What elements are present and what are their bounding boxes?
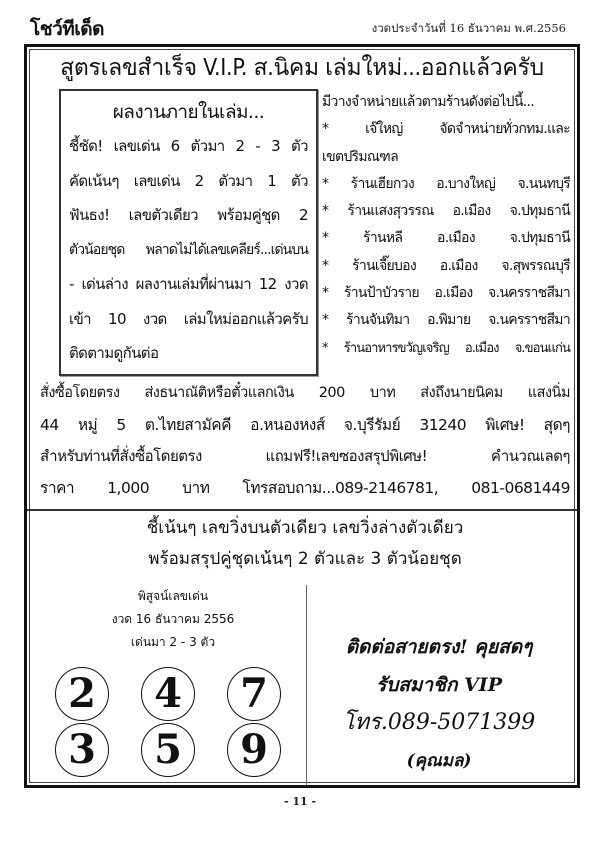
magazine-brand: โชว์ทีเด็ด <box>30 18 104 40</box>
membership-line: รับสมาชิก VIP <box>376 674 502 696</box>
digit-circle: 7 <box>227 667 281 721</box>
store-item: * ร้านอาหารขวัญเจริญ อ.เมือง จ.ขอนแก่น <box>322 340 570 356</box>
order-line: สำหรับท่านที่สั่งซื้อโดยตรง แถมฟรี!เลขซองสรุปพิเศษ! คำนวณเลดๆ <box>40 447 570 465</box>
section-divider <box>27 509 577 511</box>
results-line: คัดเน้นๆ เลขเด่น 2 ตัวมา 1 ตัว <box>69 171 308 190</box>
store-item: * ร้านแสงสุวรรณ อ.เมือง จ.ปทุมธานี <box>322 203 570 220</box>
proof-draw-date: งวด 16 ธันวาคม 2556 <box>111 612 235 626</box>
results-line: ฟันธง! เลขตัวเดียว พร้อมคู่ชุด 2 <box>69 206 308 224</box>
results-line: ตัวน้อยชุด พลาดไม่ได้เลขเคลียร์...เด่นบน <box>69 241 308 258</box>
store-item: * ร้านเฮียกวง อ.บางใหญ่ จ.นนทบุรี <box>322 175 570 192</box>
results-line: - เด่นล่าง ผลงานเล่มที่ผ่านมา 12 งวด <box>69 275 308 293</box>
main-distributor: * เจ๊ใหญ่ จัดจำหน่ายทั่วกทม.และ <box>322 121 570 138</box>
proof-section <box>40 585 306 654</box>
main-distributor-cont: เขตปริมณฑล <box>322 148 398 165</box>
column-divider <box>306 585 307 785</box>
headline: สูตรเลขสำเร็จ V.I.P. ส.นิคม เล่มใหม่...ออกแล้วครับ <box>60 55 544 81</box>
store-item: * ร้านจันทิมา อ.พิมาย จ.นครราชสีมา <box>322 312 570 329</box>
contact-section <box>308 628 570 780</box>
contact-phone: โทร.089-5071399 <box>342 710 536 735</box>
digit-circle: 3 <box>55 723 109 777</box>
digit-circle: 4 <box>141 667 195 721</box>
lucky-digits-grid <box>55 667 295 777</box>
order-info <box>40 378 570 504</box>
results-line: ติดตามดูกันต่อ <box>69 344 159 362</box>
store-item: * ร้านหลี อ.เมือง จ.ปทุมธานี <box>322 230 570 247</box>
distribution-list <box>322 89 570 362</box>
store-item: * ร้านเจี๊ยบอง อ.เมือง จ.สุพรรณบุรี <box>322 257 570 274</box>
promo-banner <box>40 513 570 575</box>
order-line: 44 หมู่ 5 ต.ไทยสามัคคี อ.หนองหงส์ จ.บุรีรัมย์ 31240 พิเศษ! สุดๆ <box>40 415 570 434</box>
page-number: - 11 - <box>283 795 317 808</box>
contact-name: (คุณมล) <box>406 751 472 771</box>
proof-title: พิสูจน์เลขเด่น <box>137 589 209 603</box>
results-title: ผลงานภายในเล่ม... <box>112 101 265 123</box>
issue-date: งวดประจำวันที่ 16 ธันวาคม พ.ศ.2556 <box>371 21 566 35</box>
proof-hit-count: เด่นมา 2 - 3 ตัว <box>130 635 216 649</box>
results-line: เข้า 10 งวด เล่มใหม่ออกแล้วครับ <box>69 309 308 328</box>
results-box <box>59 89 318 376</box>
store-item: * ร้านป้าบัวราย อ.เมือง จ.นครราชสีมา <box>322 285 570 302</box>
digit-circle: 5 <box>141 723 195 777</box>
promo-line: ชี้เน้นๆ เลขวิ่งบนตัวเดียว เลขวิ่งล่างตัวเดียว <box>146 518 464 538</box>
digit-circle: 9 <box>227 723 281 777</box>
order-line: สั่งซื้อโดยตรง ส่งธนาณัติหรือตั๋วแลกเงิน 200 บาท ส่งถึงนายนิคม แสงนิ่ม <box>40 385 570 401</box>
digit-circle: 2 <box>55 667 109 721</box>
order-line: ราคา 1,000 บาท โทรสอบถาม...089-2146781, 081-0681449 <box>40 478 570 497</box>
promo-line: พร้อมสรุปคู่ชุดเน้นๆ 2 ตัวและ 3 ตัวน้อยชุด <box>148 549 462 569</box>
results-line: ชี้ชัด! เลขเด่น 6 ตัวมา 2 - 3 ตัว <box>69 137 308 155</box>
contact-headline: ติดต่อสายตรง! คุยสดๆ <box>345 636 533 658</box>
distribution-intro: มีวางจำหน่ายแล้วตามร้านดังต่อไปนี้... <box>322 94 534 110</box>
